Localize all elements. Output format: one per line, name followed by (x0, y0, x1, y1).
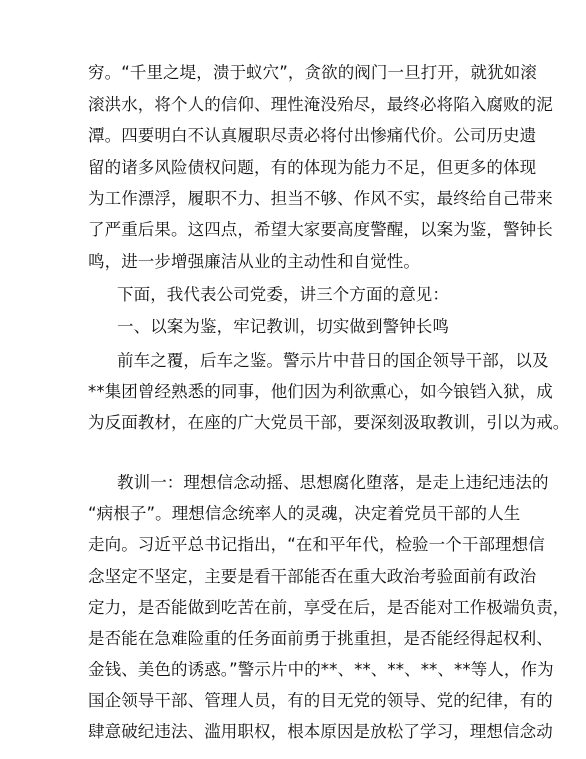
paragraph-3-line-2: **集团曾经熟悉的同事，他们因为利欲熏心，如今锒铛入狱，成 (88, 382, 553, 401)
paragraph-4-line-5: 定力，是否能做到吃苦在前，享受在后，是否能对工作极端负责， (88, 598, 570, 617)
paragraph-3-line-3: 为反面教材，在座的广大党员干部，要深刻汲取教训，引以为戒。 (88, 413, 570, 432)
paragraph-1-line-5: 为工作漂浮，履职不力、担当不够、作风不实，最终给自己带来 (88, 189, 553, 208)
paragraph-2: 下面，我代表公司党委，讲三个方面的意见： (117, 285, 449, 304)
paragraph-4-line-7: 金钱、美色的诱惑。”警示片中的**、**、**、**、**等人，作为 (88, 660, 554, 679)
paragraph-1-line-6: 了严重后果。这四点，希望大家要高度警醒，以案为鉴，警钟长 (88, 220, 553, 239)
paragraph-4-line-8: 国企领导干部、管理人员，有的目无党的领导、党的纪律，有的 (88, 691, 553, 710)
paragraph-4-line-1: 教训一：理想信念动摇、思想腐化堕落，是走上违纪违法的 (117, 473, 549, 492)
paragraph-1-line-1: 穷。“千里之堤，溃于蚁穴”，贪欲的阀门一旦打开，就犹如滚 (88, 63, 537, 82)
paragraph-1-line-4: 留的诸多风险债权问题，有的体现为能力不足，但更多的体现 (88, 158, 537, 177)
paragraph-4-line-9: 肆意破纪违法、滥用职权，根本原因是放松了学习，理想信念动 (88, 722, 553, 741)
paragraph-4-line-2: “病根子”。理想信念统率人的灵魂，决定着党员干部的人生 (88, 504, 521, 523)
paragraph-1-line-3: 潭。四要明白不认真履职尽责必将付出惨痛代价。公司历史遗 (88, 126, 537, 145)
paragraph-4-line-6: 是否能在急难险重的任务面前勇于挑重担，是否能经得起权利、 (88, 629, 553, 648)
paragraph-4-line-4: 念坚定不坚定，主要是看干部能否在重大政治考验面前有政治 (88, 567, 537, 586)
paragraph-3-line-1: 前车之覆，后车之鉴。警示片中昔日的国企领导干部，以及 (117, 351, 549, 370)
paragraph-1-line-7: 鸣，进一步增强廉洁从业的主动性和自觉性。 (88, 252, 420, 271)
paragraph-1-line-2: 滚洪水，将个人的信仰、理性淹没殆尽，最终必将陷入腐败的泥 (88, 95, 553, 114)
paragraph-4-line-3: 走向。习近平总书记指出，“在和平年代，检验一个干部理想信 (88, 535, 545, 554)
section-heading-1: 一、以案为鉴，牢记教训，切实做到警钟长鸣 (117, 317, 449, 336)
